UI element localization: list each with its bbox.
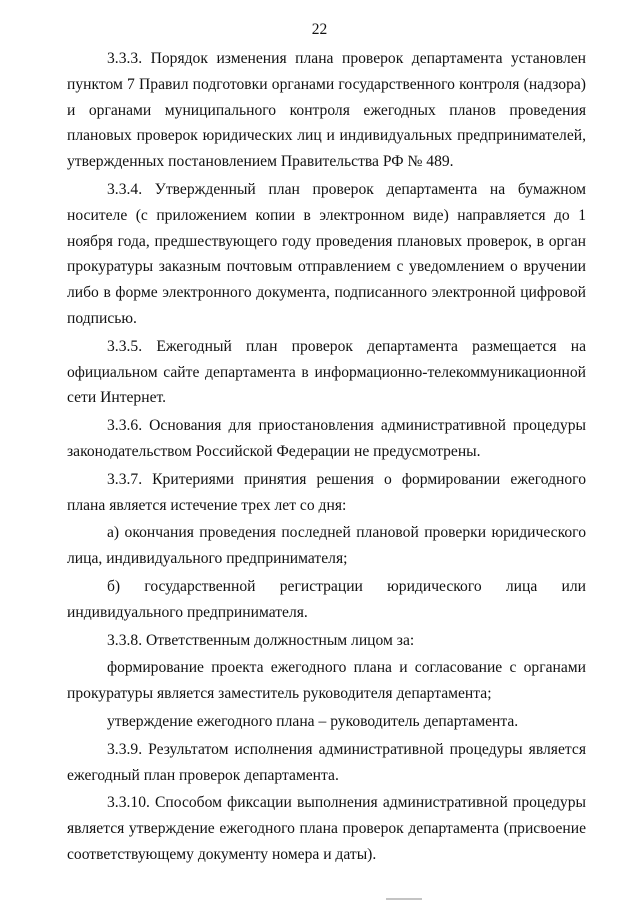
paragraph-3-3-6: 3.3.6. Основания для приостановления административной процедуры законодательством Российской Федерации не предусмотрены. bbox=[67, 417, 586, 460]
paragraph-3-3-10: 3.3.10. Способом фиксации выполнения административной процедуры является утверждение ежегодного плана проверок департамента (присвоение соответствующему документу номера и даты). bbox=[67, 794, 586, 863]
paragraph-3-3-3: 3.3.3. Порядок изменения плана проверок департамента установлен пунктом 7 Правил подготовки органами государственного контроля (надзора) и органами муниципального контроля ежегодных планов проведения плановых проверок юридических лиц и индивидуальных предпринимателей, утвержденных постановлением Правительства РФ № 489. bbox=[67, 50, 586, 171]
paragraph-3-3-5: 3.3.5. Ежегодный план проверок департамента размещается на официальном сайте департамента в информационно-телекоммуникационной сети Интернет. bbox=[67, 337, 586, 407]
responsibility-drafting: формирование проекта ежегодного плана и согласование с органами прокуратуры является заместитель руководителя департамента; bbox=[67, 659, 586, 703]
document-body bbox=[67, 46, 586, 868]
list-item-b: б) государственной регистрации юридического лица или индивидуального предпринимателя. bbox=[67, 577, 586, 621]
paragraph-3-3-8: 3.3.8. Ответственным должностным лицом за: bbox=[107, 631, 415, 649]
paragraph-3-3-4: 3.3.4. Утвержденный план проверок департамента на бумажном носителе (с приложением копии в электронном виде) направляется до 1 ноября года, предшествующего году проведения плановых проверок, в орган прокуратуры заказным почтовым отправлением с уведомлением о вручении либо в форме электронного документа, подписанного электронной цифровой подписью. bbox=[67, 180, 586, 327]
page-number: 22 bbox=[311, 21, 328, 38]
scan-artifact-line bbox=[386, 898, 422, 900]
responsibility-approval: утверждение ежегодного плана – руководитель департамента. bbox=[107, 712, 519, 730]
paragraph-3-3-9: 3.3.9. Результатом исполнения административной процедуры является ежегодный план проверок департамента. bbox=[67, 740, 586, 784]
paragraph-3-3-7: 3.3.7. Критериями принятия решения о формировании ежегодного плана является истечение трех лет со дня: bbox=[67, 470, 586, 514]
list-item-a: а) окончания проведения последней плановой проверки юридического лица, индивидуального предпринимателя; bbox=[67, 524, 586, 568]
